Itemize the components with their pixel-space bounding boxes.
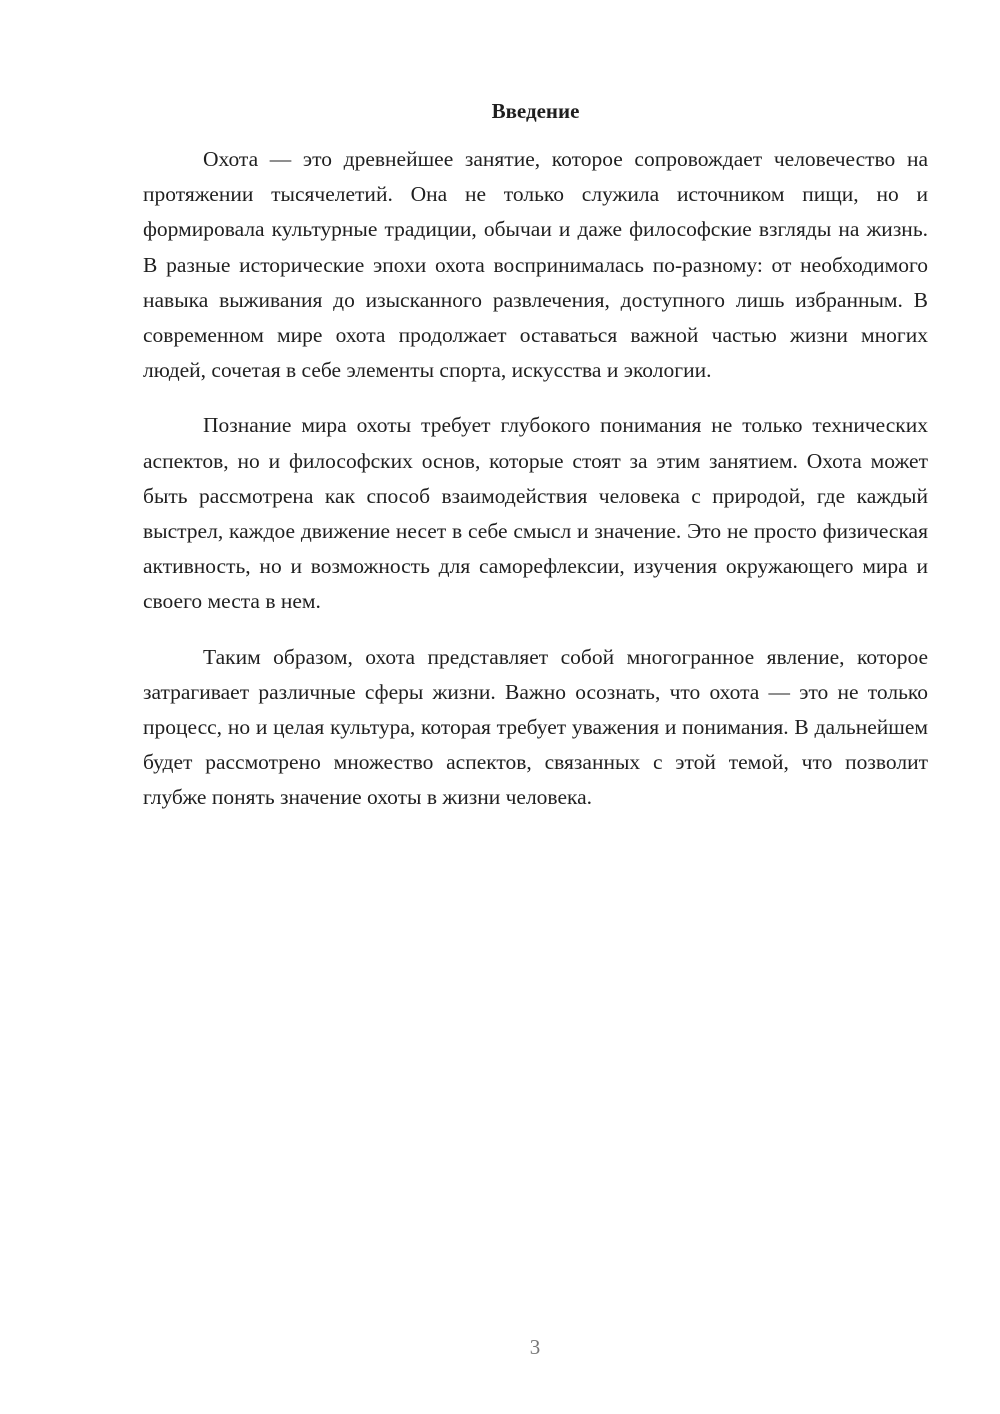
paragraph-3: Таким образом, охота представляет собой многогранное явление, которое затрагивает различные сферы жизни. Важно осознать, что охота — это не только процесс, но и целая культура, которая требует уважения и понимания. В дальнейшем будет рассмотрено множество аспектов, связанных с этой темой, что позволит глубже понять значение охоты в жизни человека.	[143, 644, 928, 810]
paragraph-1: Охота — это древнейшее занятие, которое сопровождает человечество на протяжении тысячелетий. Она не только служила источником пищи, но и формировала культурные традиции, обычаи и даже философские взгляды на жизнь. В разные исторические эпохи охота воспринималась по-разному: от необходимого навыка выживания до изысканного развлечения, доступного лишь избранным. В современном мире охота продолжает оставаться важной частью жизни многих людей, сочетая в себе элементы спорта, искусства и экологии.	[143, 147, 928, 383]
page-number: 3	[529, 1335, 541, 1359]
paragraph-2: Познание мира охоты требует глубокого понимания не только технических аспектов, но и философских основ, которые стоят за этим занятием. Охота может быть рассмотрена как способ взаимодействия человека с природой, где каждый выстрел, каждое движение несет в себе смысл и значение. Это не просто физическая активность, но и возможность для саморефлексии, изучения окружающего мира и своего места в нем.	[143, 413, 928, 614]
page-content	[143, 92, 928, 816]
section-title: Введение	[491, 99, 580, 123]
